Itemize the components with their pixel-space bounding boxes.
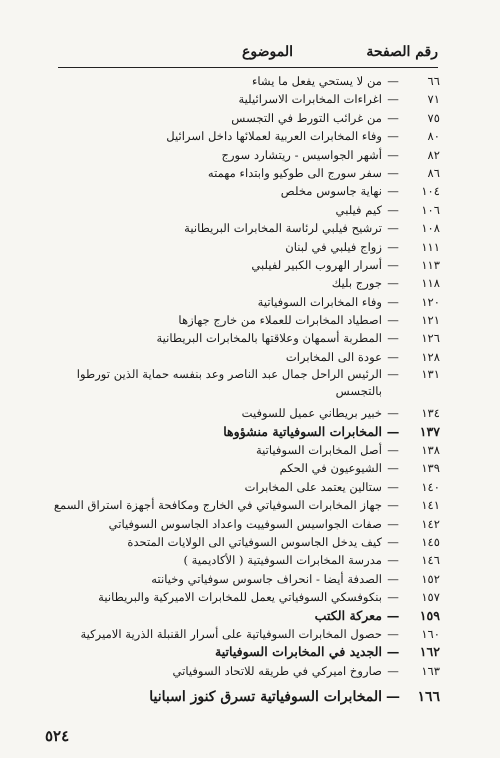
toc-dash: — — [387, 74, 399, 88]
toc-dash: — — [387, 184, 399, 199]
toc-page-number: ١٣٨ — [421, 443, 440, 458]
header-rule — [58, 67, 438, 68]
toc-dash: — — [387, 406, 399, 421]
toc-entry — [40, 164, 440, 182]
toc-topic: اغراءات المخابرات الاسرائيلية — [238, 92, 382, 107]
toc-dash: — — [387, 443, 399, 458]
toc-page-number: ١٣٩ — [421, 461, 440, 476]
toc-dash: — — [387, 239, 399, 254]
toc-topic: جورج بليك — [331, 276, 382, 291]
toc-page-number: ١٦٣ — [421, 663, 440, 678]
toc-topic: سفر سورج الى طوكيو وابتداء مهمته — [207, 165, 382, 180]
toc-topic: ترشيح فيلبي لرئاسة المخابرات البريطانية — [184, 221, 382, 236]
toc-entry — [40, 182, 440, 200]
toc-page-number: ٧١ — [427, 92, 440, 107]
toc-page-number: ١٤١ — [421, 498, 440, 513]
toc-topic: خبير بريطاني عميل للسوفيت — [241, 406, 382, 421]
toc-entry — [40, 684, 440, 710]
toc-page-number: ١٦٦ — [417, 689, 440, 706]
toc-entry — [40, 256, 440, 274]
toc-dash: — — [386, 689, 400, 706]
toc-topic: نهاية جاسوس مخلص — [280, 184, 382, 199]
toc-topic: حصول المخابرات السوفياتية على أسرار القنبلة الذرية الاميركية — [80, 626, 382, 641]
toc-topic: صاروخ اميركي في طريقه للاتحاد السوفياتي — [172, 663, 382, 678]
toc-entry — [40, 201, 440, 219]
toc-entry — [40, 329, 440, 347]
toc-entry — [40, 90, 440, 108]
toc-entry — [40, 274, 440, 292]
toc-page-number: ٨٦ — [427, 165, 440, 180]
toc-dash: — — [387, 129, 399, 144]
toc-topic: الصدفة أيضا - انحراف جاسوس سوفياتي وخيانته — [151, 571, 382, 586]
toc-entry — [40, 293, 440, 311]
toc-topic: اصطياد المخابرات للعملاء من خارج جهازها — [178, 313, 382, 328]
toc-page-number: ١١٨ — [421, 276, 440, 291]
toc-topic: كيم فيلبي — [335, 202, 382, 217]
toc-entry — [40, 127, 440, 145]
toc-dash: — — [387, 516, 399, 531]
toc-topic: وفاء المخابرات العربية لعملائها داخل اسرائيل — [166, 129, 382, 144]
toc-page-number: ٨٠ — [427, 129, 440, 144]
toc-entry — [40, 533, 440, 551]
toc-page-number: ١٢١ — [421, 313, 440, 328]
table-of-contents — [40, 72, 440, 710]
toc-dash: — — [387, 202, 399, 217]
toc-topic: أشهر الجواسيس - ريتشارد سورج — [221, 147, 382, 162]
toc-page-number: ١٦٢ — [419, 644, 440, 660]
toc-dash: — — [387, 257, 399, 272]
toc-page-number: ٨٢ — [427, 147, 440, 162]
toc-entry — [40, 441, 440, 459]
toc-entry — [40, 72, 440, 90]
toc-entry — [40, 551, 440, 569]
toc-topic: المخابرات السوفياتية تسرق كنوز اسبانيا — [149, 689, 382, 706]
toc-dash: — — [387, 553, 399, 568]
toc-dash: — — [387, 461, 399, 476]
toc-topic: أسرار الهروب الكبير لفيلبي — [251, 257, 382, 272]
toc-topic: بنكوفسكي السوفياتي يعمل للمخابرات الاميركية والبريطانية — [98, 590, 382, 605]
toc-page-number: ١٥٢ — [421, 571, 440, 586]
toc-entry — [40, 423, 440, 441]
toc-entry — [40, 348, 440, 366]
toc-topic: من غرائب التورط في التجسس — [231, 110, 382, 125]
toc-entry — [40, 238, 440, 256]
toc-page-number: ٦٦ — [427, 74, 440, 88]
toc-page-number: ١٠٦ — [421, 202, 440, 217]
toc-page-number: ١٣٤ — [421, 406, 440, 421]
page-folio: ٥٢٤ — [45, 727, 70, 745]
toc-dash: — — [387, 498, 399, 513]
toc-topic: المطربة أسمهان وعلاقتها بالمخابرات البريطانية — [156, 331, 382, 346]
toc-page-number: ١٣١ — [421, 367, 440, 382]
toc-entry — [40, 311, 440, 329]
toc-dash: — — [387, 313, 399, 328]
toc-entry — [40, 109, 440, 127]
toc-dash: — — [387, 276, 399, 291]
toc-topic: من لا يستحي يفعل ما يشاء — [251, 74, 382, 88]
toc-page-number: ١٢٠ — [421, 294, 440, 309]
toc-page-number: ١١٣ — [421, 257, 440, 272]
toc-topic: المخابرات السوفياتية منشؤوها — [223, 423, 382, 439]
toc-dash: — — [387, 626, 399, 641]
toc-entry — [40, 219, 440, 237]
toc-page-number: ١٥٩ — [419, 607, 440, 623]
toc-dash: — — [387, 221, 399, 236]
toc-page-number: ١٣٧ — [419, 423, 440, 439]
toc-dash: — — [386, 607, 400, 623]
toc-dash: — — [387, 571, 399, 586]
toc-entry — [40, 570, 440, 588]
toc-entry — [40, 625, 440, 643]
toc-dash: — — [387, 92, 399, 107]
toc-topic: مدرسة المخابرات السوفيتية ( الأكاديمية ) — [183, 553, 382, 568]
toc-topic: الجديد في المخابرات السوفياتية — [214, 644, 382, 660]
toc-dash: — — [387, 294, 399, 309]
toc-entry — [40, 515, 440, 533]
toc-dash: — — [387, 147, 399, 162]
toc-topic: الشيوعيون في الحكم — [279, 461, 382, 476]
toc-entry — [40, 607, 440, 625]
toc-entry — [40, 643, 440, 661]
toc-topic: جهاز المخابرات السوفياتي في الخارج ومكافحة أجهزة استراق السمع — [53, 498, 382, 513]
toc-page-number: ١٤٦ — [421, 553, 440, 568]
toc-entry — [40, 146, 440, 164]
toc-page-number: ١٤٠ — [421, 479, 440, 494]
toc-entry — [40, 459, 440, 477]
toc-page-number: ٧٥ — [427, 110, 440, 125]
toc-entry — [40, 662, 440, 680]
toc-page-number: ١٠٤ — [421, 184, 440, 199]
page-number-column-heading: رقم الصفحة — [366, 44, 438, 60]
toc-dash: — — [387, 367, 399, 382]
toc-page-number: ١٦٠ — [421, 626, 440, 641]
toc-topic: وفاء المخابرات السوفياتية — [257, 294, 382, 309]
toc-dash: — — [387, 165, 399, 180]
toc-topic: زواج فيلبي في لبنان — [285, 239, 382, 254]
toc-dash: — — [387, 331, 399, 346]
toc-entry — [40, 404, 440, 422]
toc-page-number: ١١١ — [421, 239, 440, 254]
toc-topic: الرئيس الراحل جمال عبد الناصر وعد بنفسه حماية الذين تورطوا بالتجسس — [76, 367, 382, 399]
topic-column-heading: الموضوع — [242, 44, 293, 60]
toc-entry — [40, 478, 440, 496]
toc-topic: صفات الجواسيس السوفييت واعداد الجاسوس السوفياتي — [108, 516, 382, 531]
toc-topic: ستالين يعتمد على المخابرات — [244, 479, 382, 494]
toc-dash: — — [387, 590, 399, 605]
toc-entry — [40, 496, 440, 514]
toc-topic: عودة الى المخابرات — [285, 349, 382, 364]
toc-dash: — — [387, 479, 399, 494]
toc-dash: — — [386, 423, 400, 439]
toc-dash: — — [387, 349, 399, 364]
toc-topic: أصل المخابرات السوفياتية — [255, 443, 382, 458]
toc-dash: — — [387, 110, 399, 125]
toc-page-number: ١٤٢ — [421, 516, 440, 531]
toc-entry — [40, 366, 440, 400]
toc-page-number: ١٢٨ — [421, 349, 440, 364]
toc-topic: معركة الكتب — [314, 607, 382, 623]
toc-page-number: ١٢٦ — [421, 331, 440, 346]
toc-page-number: ١٤٥ — [421, 534, 440, 549]
toc-entry — [40, 588, 440, 606]
toc-dash: — — [387, 534, 399, 549]
toc-page-number: ١٥٧ — [421, 590, 440, 605]
toc-header — [60, 44, 438, 66]
toc-page-number: ١٠٨ — [421, 221, 440, 236]
toc-dash: — — [386, 644, 400, 660]
toc-topic: كيف يدخل الجاسوس السوفياتي الى الولايات المتحدة — [127, 534, 382, 549]
toc-dash: — — [387, 663, 399, 678]
